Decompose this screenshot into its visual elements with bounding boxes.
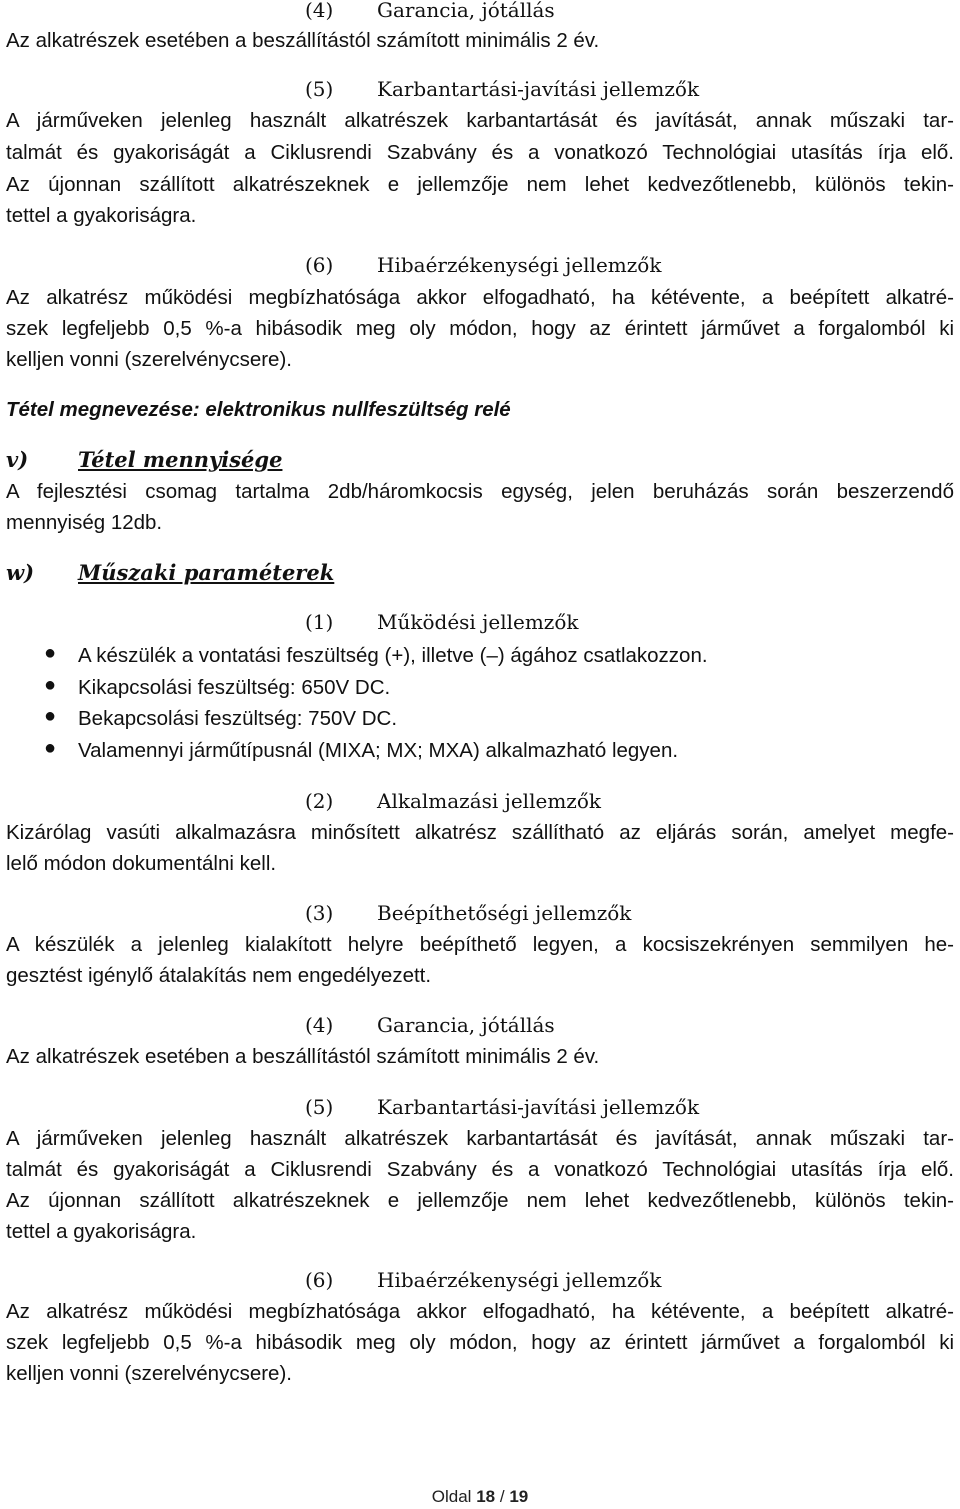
paragraph-line: A járműveken jelenleg használt alkatrészek karbantartását és javítását, annak műszaki tar-	[6, 109, 954, 132]
footer-page-number: 18	[476, 1487, 496, 1506]
section-w-title: Műszaki paraméterek	[78, 560, 335, 585]
paragraph-line: tettel a gyakoriságra.	[6, 204, 197, 227]
footer-separator: /	[499, 1487, 505, 1506]
paragraph-line: Az újonnan szállított alkatrészeknek e jellemzője nem lehet kedvezőtlenebb, különös tekin-	[6, 173, 954, 196]
paragraph-line: A járműveken jelenleg használt alkatrészek karbantartását és javítását, annak műszaki tar-	[6, 1127, 954, 1150]
paragraph-line: talmát és gyakoriságát a Ciklusrendi Szabvány és a vonatkozó Technológiai utasítás írja elő.	[6, 1158, 954, 1181]
bullet-icon: ●	[44, 674, 57, 696]
paragraph-line: Kizárólag vasúti alkalmazásra minősített alkatrész szállítható az eljárás során, amelyet megfe-	[6, 821, 954, 844]
paragraph-line: A készülék a jelenleg kialakított helyre beépíthető legyen, a kocsiszekrényen semmilyen he-	[6, 933, 954, 956]
item-title: Tétel megnevezése: elektronikus nullfeszültség relé	[6, 398, 511, 421]
heading-karbantartas-top: (5) Karbantartási-javítási jellemzők	[305, 77, 700, 101]
paragraph-line: szek legfeljebb 0,5 %-a hibásodik meg oly módon, hogy az érintett járművet a forgalomból ki	[6, 317, 954, 340]
bullet-icon: ●	[44, 737, 57, 759]
paragraph-garancia-top: Az alkatrészek esetében a beszállítástól számított minimális 2 év.	[6, 29, 600, 52]
heading-hibaerzekenyseg-bottom: (6) Hibaérzékenységi jellemzők	[305, 1268, 662, 1292]
list-item: Bekapcsolási feszültség: 750V DC.	[78, 707, 398, 730]
paragraph-line: mennyiség 12db.	[6, 511, 163, 534]
paragraph-line: kelljen vonni (szerelvénycsere).	[6, 1362, 292, 1385]
paragraph-line: tettel a gyakoriságra.	[6, 1220, 197, 1243]
heading-alkalmazasi: (2) Alkalmazási jellemzők	[305, 789, 601, 813]
heading-mukodesi: (1) Működési jellemzők	[305, 610, 579, 634]
heading-hibaerzekenyseg-top: (6) Hibaérzékenységi jellemzők	[305, 253, 662, 277]
paragraph-line: kelljen vonni (szerelvénycsere).	[6, 348, 292, 371]
heading-karbantartas-bottom: (5) Karbantartási-javítási jellemzők	[305, 1095, 700, 1119]
paragraph-line: talmát és gyakoriságát a Ciklusrendi Szabvány és a vonatkozó Technológiai utasítás írja elő.	[6, 141, 954, 164]
paragraph-line: A fejlesztési csomag tartalma 2db/háromkocsis egység, jelen beruházás során beszerzendő	[6, 480, 954, 503]
list-item: Valamennyi járműtípusnál (MIXA; MX; MXA) alkalmazható legyen.	[78, 739, 679, 762]
section-w-letter: w)	[6, 560, 35, 585]
bullet-icon: ●	[44, 642, 57, 664]
heading-garancia-top: (4) Garancia, jótállás	[305, 0, 555, 22]
paragraph-line: szek legfeljebb 0,5 %-a hibásodik meg oly módon, hogy az érintett járművet a forgalomból ki	[6, 1331, 954, 1354]
heading-garancia-bottom: (4) Garancia, jótállás	[305, 1013, 555, 1037]
list-item: A készülék a vontatási feszültség (+), illetve (–) ágához csatlakozzon.	[78, 644, 708, 667]
list-item: Kikapcsolási feszültség: 650V DC.	[78, 676, 391, 699]
paragraph-line: gesztést igénylő átalakítás nem engedélyezett.	[6, 964, 432, 987]
paragraph-garancia-bottom: Az alkatrészek esetében a beszállítástól számított minimális 2 év.	[6, 1045, 600, 1068]
page-footer	[0, 1487, 960, 1507]
paragraph-line: Az alkatrész működési megbízhatósága akkor elfogadható, ha kétévente, a beépített alkatré-	[6, 1300, 954, 1323]
footer-page-total: 19	[509, 1487, 529, 1506]
paragraph-line: lelő módon dokumentálni kell.	[6, 852, 277, 875]
section-v-title: Tétel mennyisége	[78, 447, 283, 472]
heading-beepithetosegi: (3) Beépíthetőségi jellemzők	[305, 901, 632, 925]
bullet-icon: ●	[44, 705, 57, 727]
paragraph-line: Az újonnan szállított alkatrészeknek e jellemzője nem lehet kedvezőtlenebb, különös tekin-	[6, 1189, 954, 1212]
footer-prefix: Oldal	[431, 1487, 472, 1506]
section-v-letter: v)	[6, 447, 29, 472]
paragraph-line: Az alkatrész működési megbízhatósága akkor elfogadható, ha kétévente, a beépített alkatré-	[6, 286, 954, 309]
